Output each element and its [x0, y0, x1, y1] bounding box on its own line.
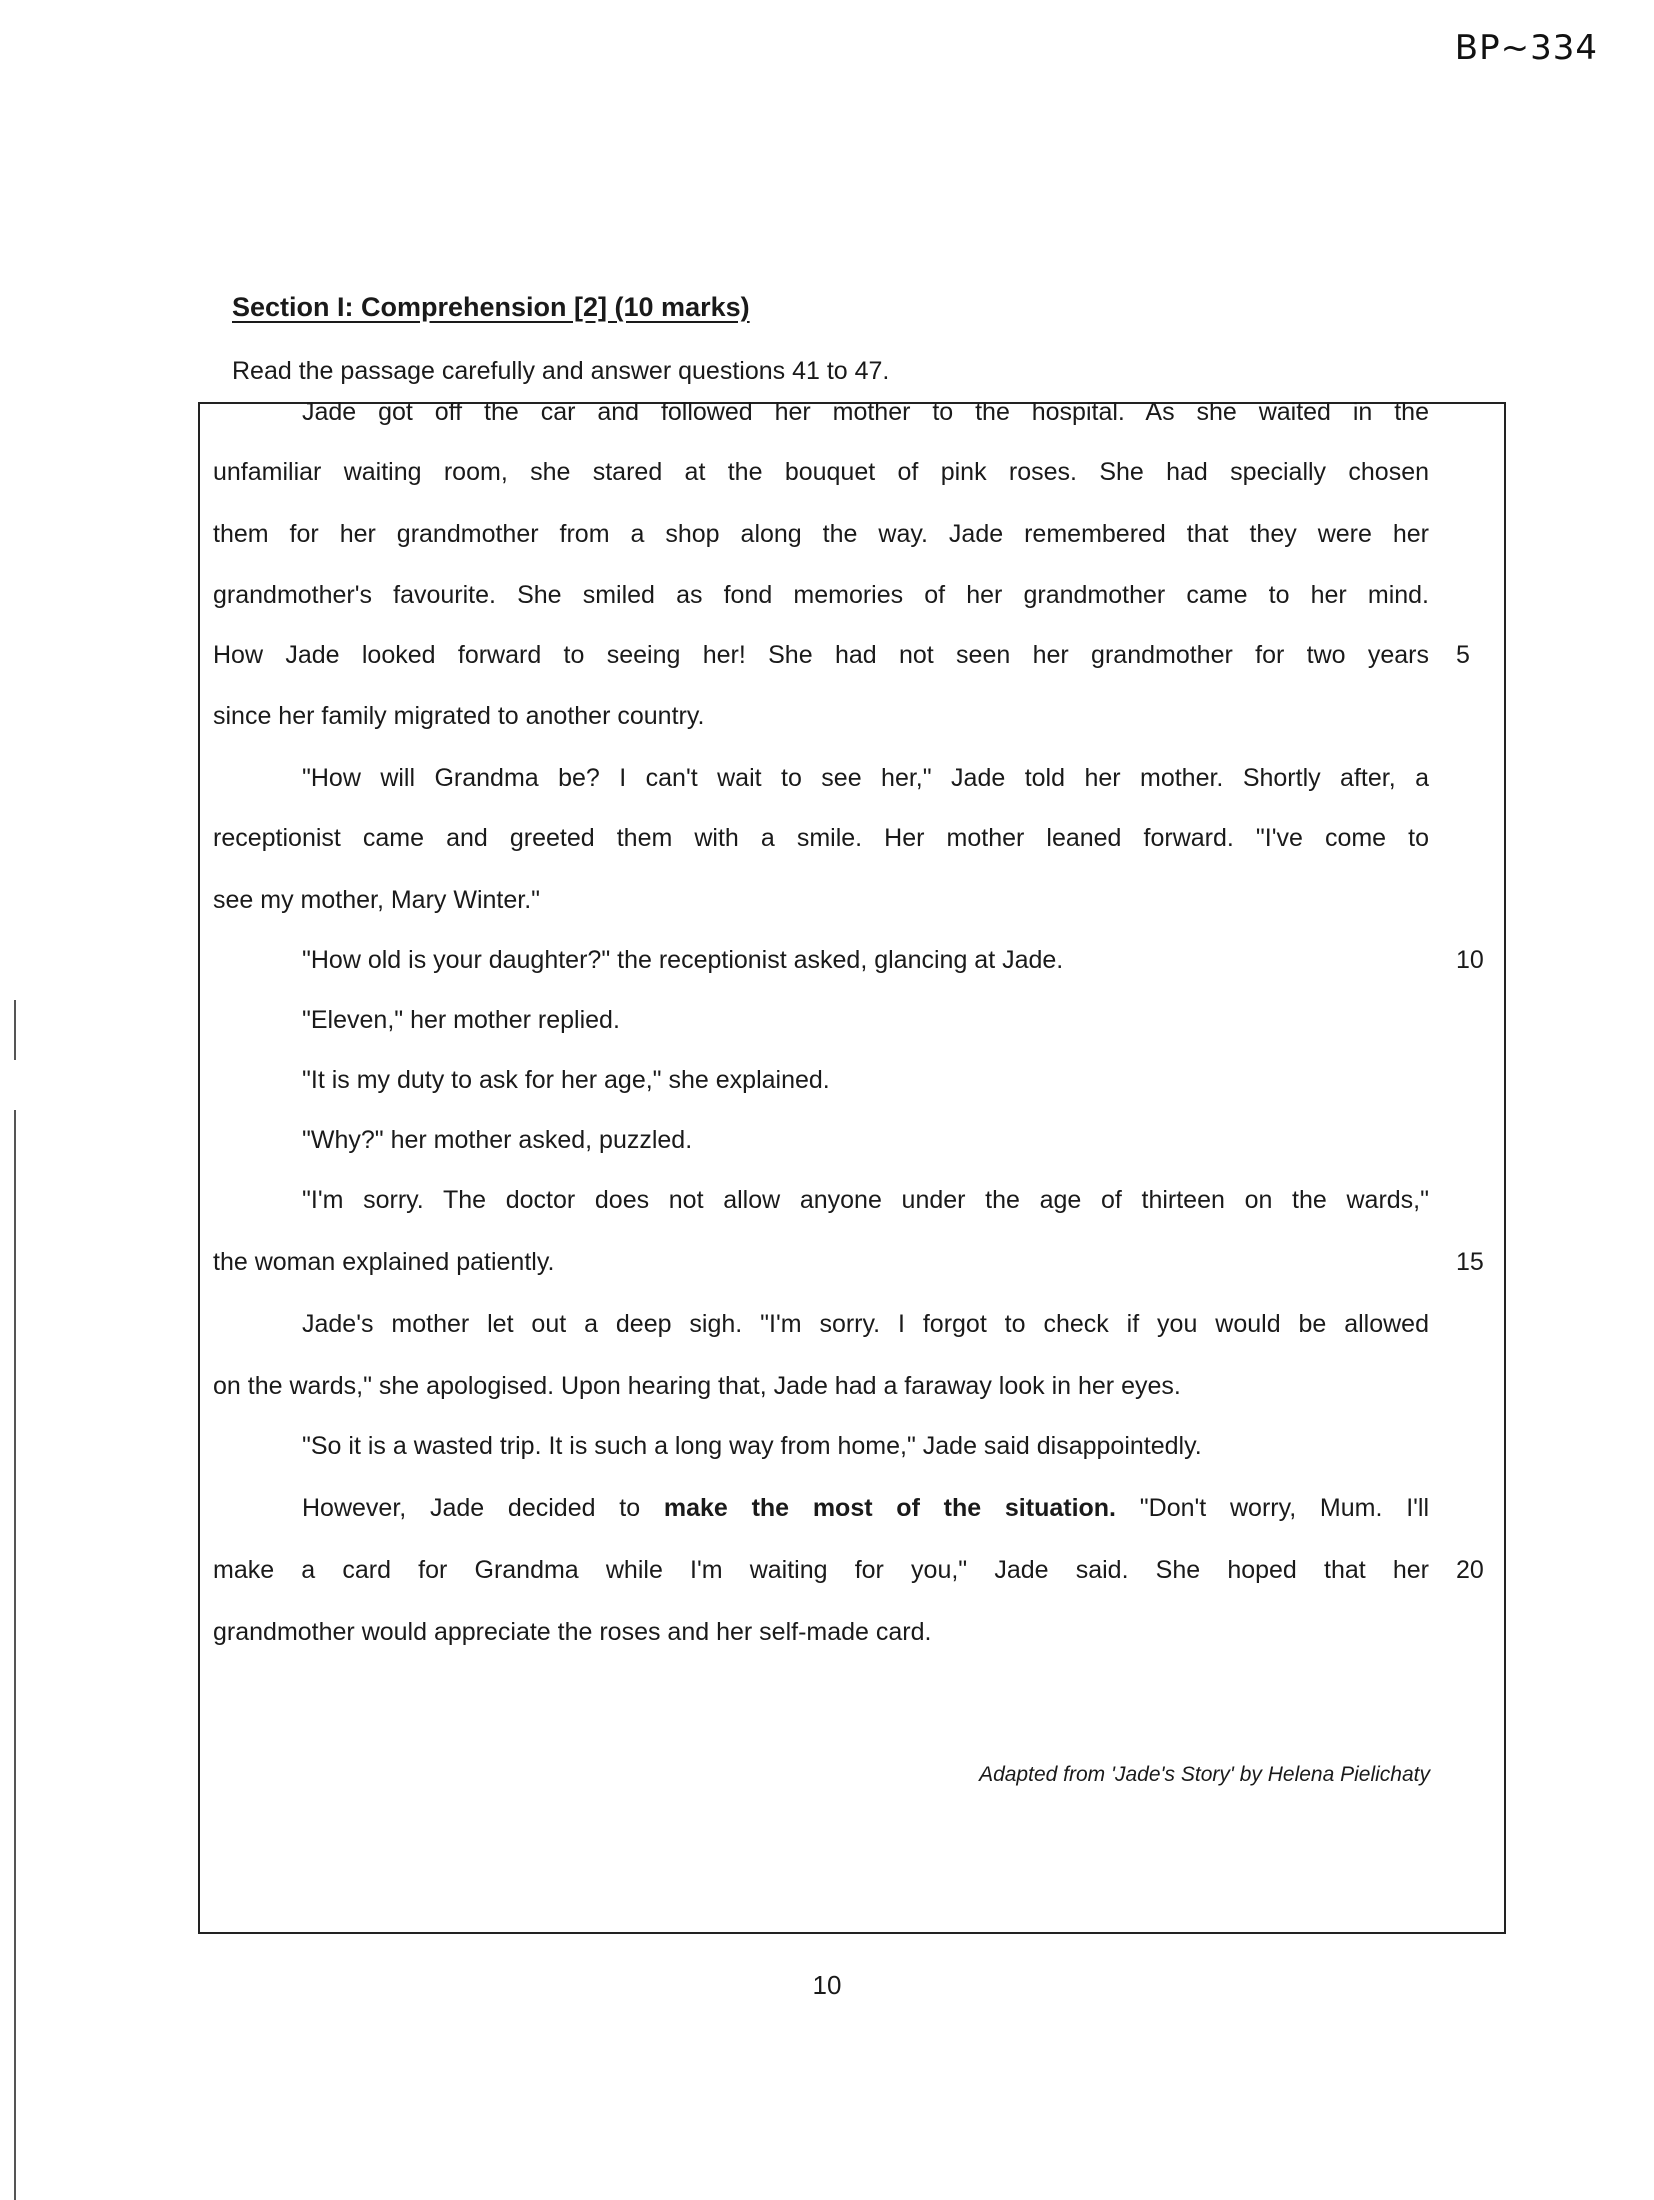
passage-text: "Don't worry, Mum. I'll	[1139, 1494, 1430, 1522]
passage-line: "Why?" her mother asked, puzzled.	[302, 1126, 693, 1154]
source-credit: Adapted from 'Jade's Story' by Helena Pielichaty	[979, 1763, 1430, 1786]
passage-line	[302, 1494, 1429, 1523]
passage-line: "How old is your daughter?" the receptionist asked, glancing at Jade.	[302, 946, 1064, 974]
passage-line: unfamiliar waiting room, she stared at the bouquet of pink roses. She had specially chosen	[213, 458, 1429, 486]
document-code: BP~334	[1454, 28, 1598, 68]
passage-line: "Eleven," her mother replied.	[302, 1006, 620, 1034]
section-heading: Section I: Comprehension [2] (10 marks)	[232, 292, 750, 322]
passage-line: "How will Grandma be? I can't wait to see her," Jade told her mother. Shortly after, a	[302, 764, 1429, 792]
scan-margin-mark	[14, 1000, 16, 1060]
passage-text: However, Jade decided to	[302, 1494, 641, 1522]
passage-line: Jade's mother let out a deep sigh. "I'm sorry. I forgot to check if you would be allowed	[302, 1310, 1429, 1338]
passage-line: grandmother's favourite. She smiled as fond memories of her grandmother came to her mind.	[213, 581, 1429, 609]
section-instruction: Read the passage carefully and answer questions 41 to 47.	[232, 357, 890, 385]
passage-line: How Jade looked forward to seeing her! She had not seen her grandmother for two years	[213, 641, 1429, 669]
passage-line: them for her grandmother from a shop along the way. Jade remembered that they were her	[213, 520, 1429, 548]
passage-line: on the wards," she apologised. Upon hearing that, Jade had a faraway look in her eyes.	[213, 1372, 1181, 1400]
emphasized-phrase: make the most of the situation.	[663, 1494, 1117, 1522]
passage-line: the woman explained patiently.	[213, 1248, 555, 1276]
passage-line: "I'm sorry. The doctor does not allow anyone under the age of thirteen on the wards,"	[302, 1186, 1429, 1214]
line-number: 15	[1456, 1248, 1484, 1276]
passage-line: "So it is a wasted trip. It is such a long way from home," Jade said disappointedly.	[302, 1432, 1202, 1460]
passage-line: grandmother would appreciate the roses and her self-made card.	[213, 1618, 932, 1646]
line-number: 20	[1456, 1556, 1484, 1584]
passage-line: make a card for Grandma while I'm waiting for you," Jade said. She hoped that her	[213, 1556, 1429, 1584]
passage-line: Jade got off the car and followed her mother to the hospital. As she waited in the	[302, 398, 1429, 426]
passage-line: since her family migrated to another country.	[213, 702, 705, 730]
passage-line: see my mother, Mary Winter."	[213, 886, 541, 914]
passage-line: receptionist came and greeted them with a smile. Her mother leaned forward. "I've come to	[213, 824, 1429, 852]
line-number: 5	[1456, 641, 1470, 669]
passage-line: "It is my duty to ask for her age," she explained.	[302, 1066, 830, 1094]
page-number: 10	[812, 1970, 842, 2000]
line-number: 10	[1456, 946, 1484, 974]
scan-margin-line	[14, 1110, 16, 2200]
passage-box	[198, 402, 1506, 1934]
